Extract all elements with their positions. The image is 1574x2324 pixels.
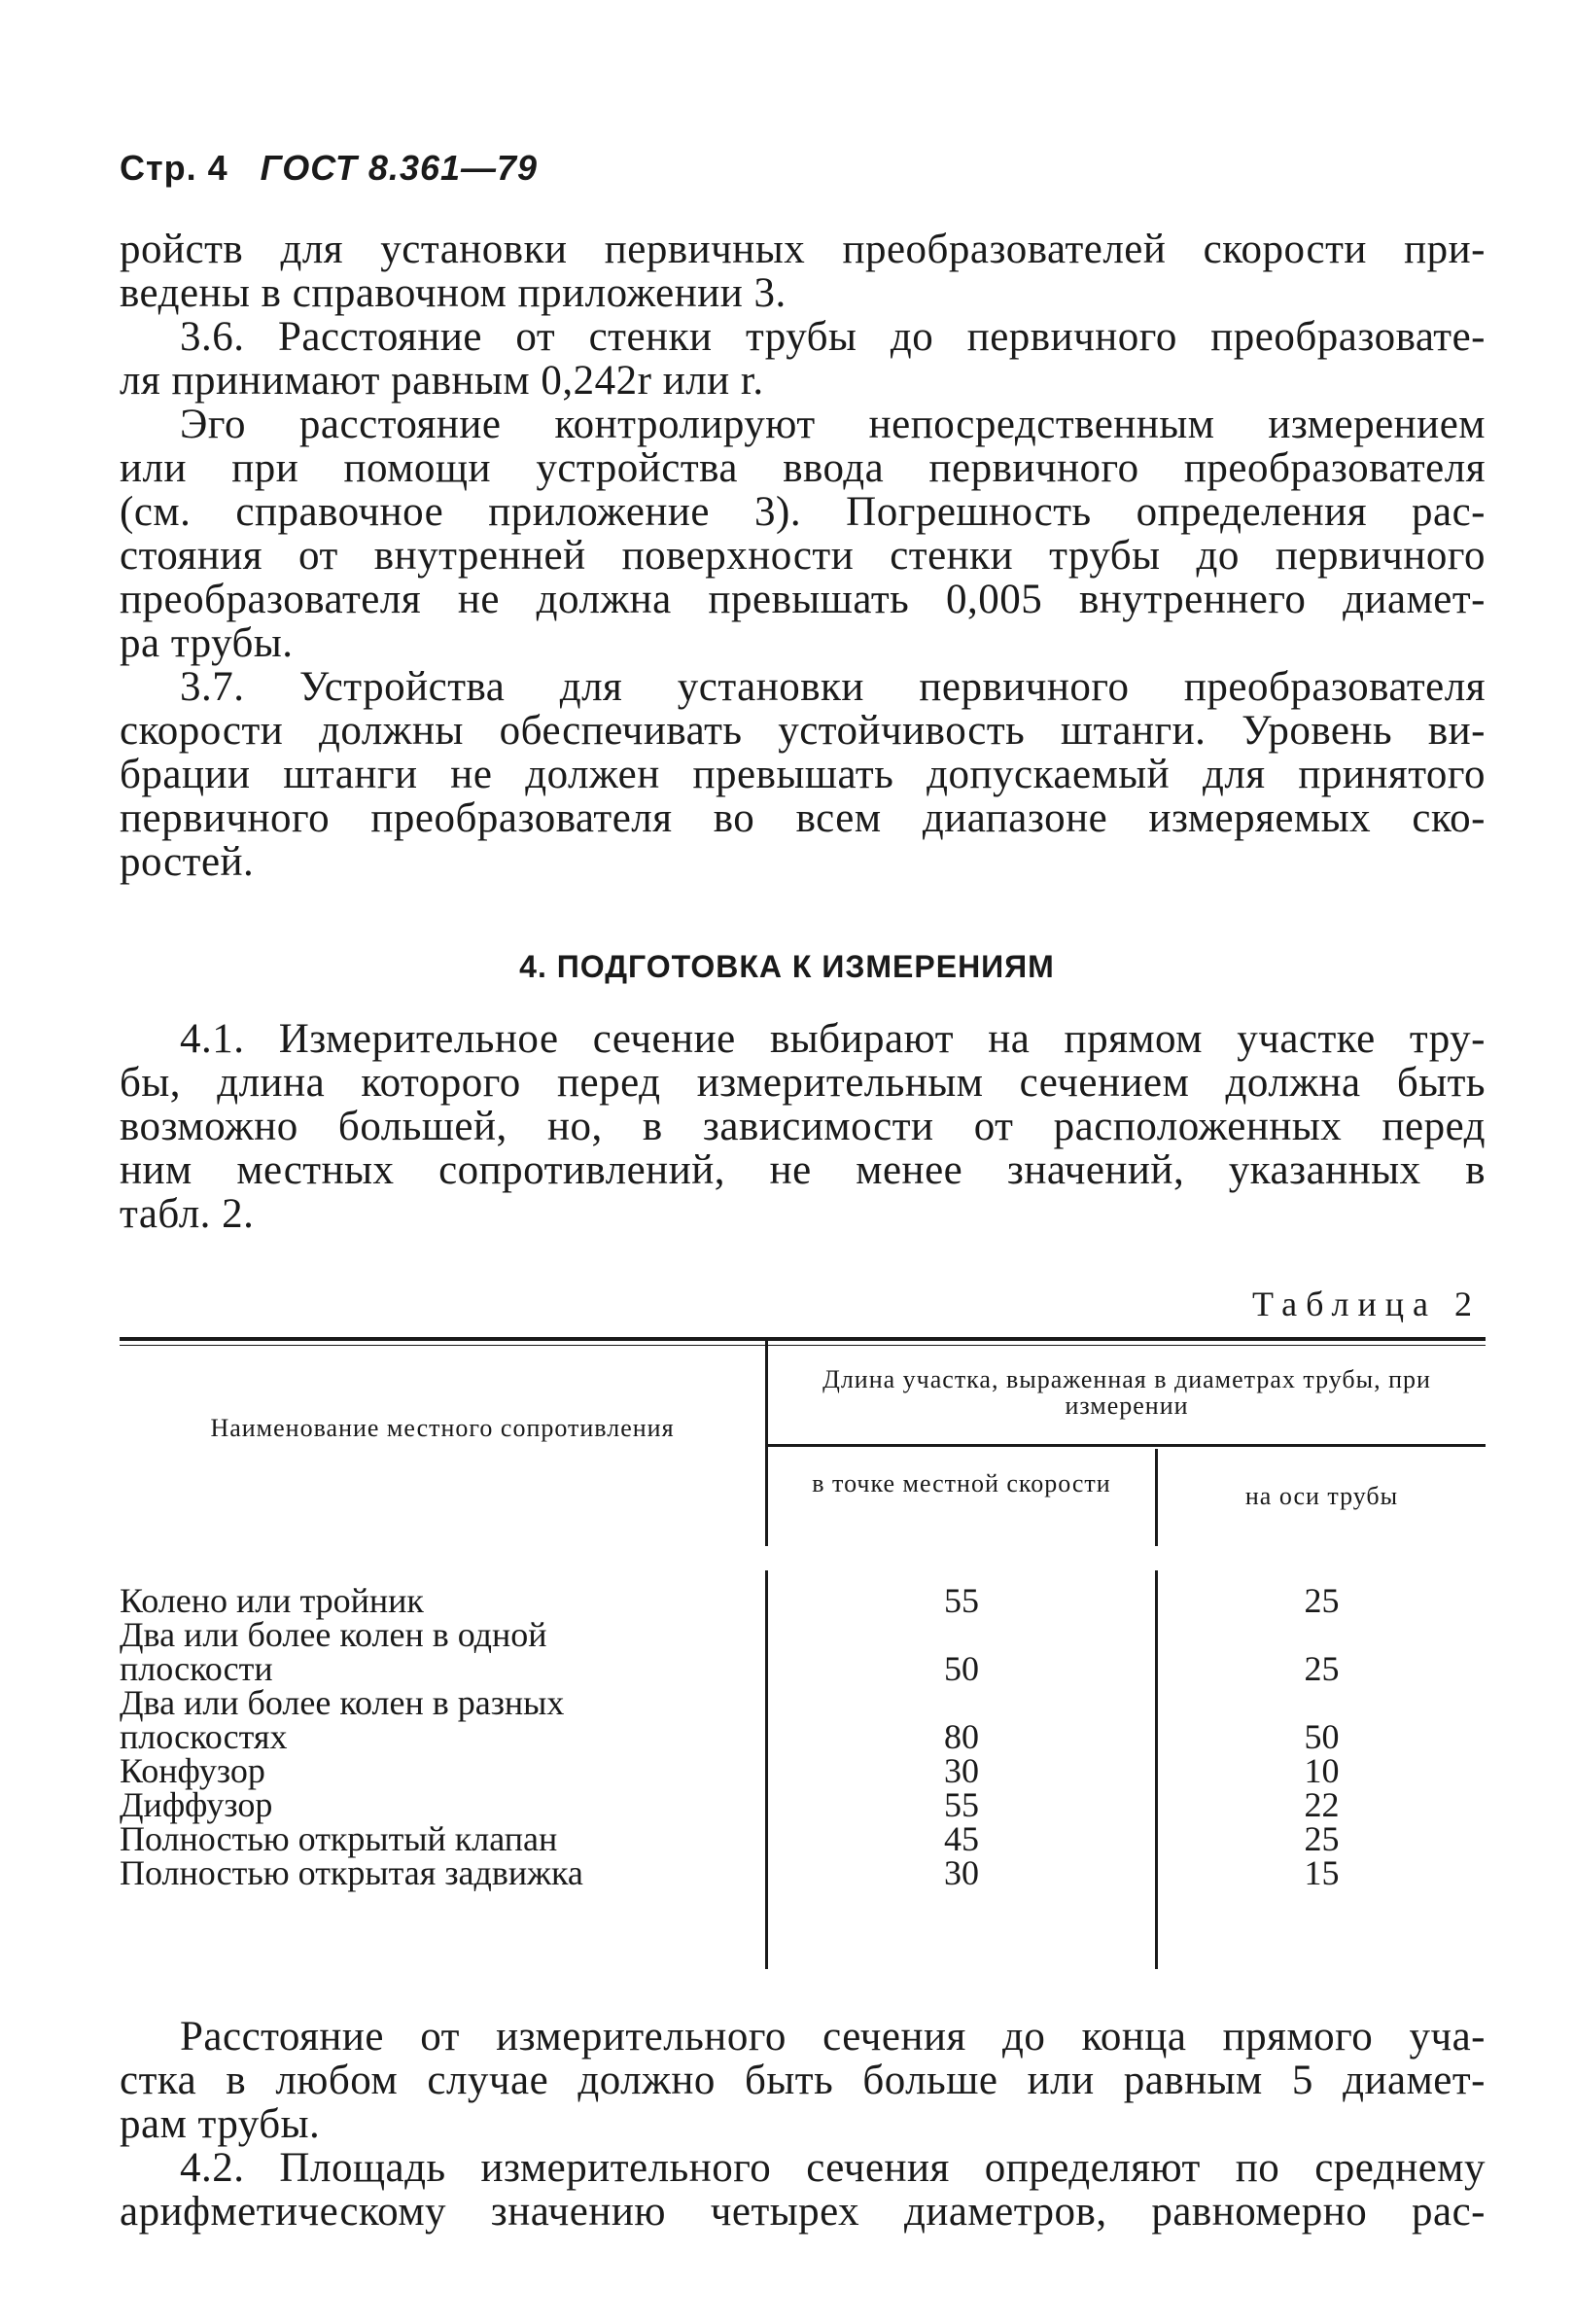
text-block-3 bbox=[120, 2015, 1486, 2234]
table-label: Таблица 2 bbox=[1252, 1285, 1481, 1323]
text-line: табл. 2. bbox=[120, 1191, 255, 1237]
table-cell-point: 55 bbox=[944, 1785, 979, 1824]
text-line: ройств для установки первичных преобразователей скорости при- bbox=[120, 227, 1486, 272]
table-row-name: Полностью открытый клапан bbox=[120, 1819, 558, 1858]
text-line: стояния от внутренней поверхности стенки трубы до первичного bbox=[120, 533, 1486, 579]
text-line: 4.1. Измерительное сечение выбирают на прямом участке тру- bbox=[180, 1016, 1486, 1062]
column-header-group: Длина участка, выраженная в диаметрах трубы, при измерении bbox=[822, 1365, 1431, 1420]
table-2 bbox=[120, 1337, 1486, 1969]
text-line: брации штанги не должен превышать допускаемый для принятого bbox=[120, 752, 1486, 797]
page-header bbox=[120, 148, 559, 189]
text-line: скорости должны обеспечивать устойчивость штанги. Уровень ви- bbox=[120, 708, 1486, 754]
table-cell-point: 30 bbox=[944, 1751, 979, 1790]
section-title: 4. ПОДГОТОВКА К ИЗМЕРЕНИЯМ bbox=[519, 949, 1055, 984]
text-line: (см. справочное приложение 3). Погрешность определения рас- bbox=[120, 489, 1486, 535]
table-cell-point: 80 bbox=[944, 1717, 979, 1756]
column-header-axis: на оси трубы bbox=[1244, 1482, 1399, 1510]
text-line: стка в любом случае должно быть больше или равным 5 диамет- bbox=[120, 2058, 1486, 2103]
table-cell-point: 50 bbox=[944, 1649, 979, 1688]
table-row-name: Диффузор bbox=[120, 1785, 273, 1824]
table-cell-axis: 22 bbox=[1304, 1785, 1340, 1824]
table-row-name: Конфузор bbox=[120, 1751, 265, 1790]
table-top-rule bbox=[120, 1337, 1486, 1341]
table-cell-axis: 25 bbox=[1304, 1581, 1340, 1620]
table-row-name: Два или более колен в одной bbox=[120, 1615, 547, 1654]
table-cell-point: 45 bbox=[944, 1819, 979, 1858]
text-line: Расстояние от измерительного сечения до конца прямого уча- bbox=[180, 2014, 1486, 2060]
column-header-point: в точке местной скорости bbox=[812, 1469, 1111, 1497]
page-number: Стр. 4 bbox=[120, 148, 228, 188]
text-line: ним местных сопротивлений, не менее значений, указанных в bbox=[120, 1147, 1486, 1193]
text-line: ра трубы. bbox=[120, 620, 294, 666]
text-line: 3.6. Расстояние от стенки трубы до первичного преобразовате- bbox=[180, 314, 1486, 360]
text-line: арифметическому значению четырех диаметров, равномерно рас- bbox=[120, 2189, 1486, 2235]
table-cell-point: 30 bbox=[944, 1853, 979, 1892]
table-group-rule bbox=[768, 1444, 1486, 1447]
text-line: преобразователя не должна превышать 0,005 внутреннего диамет- bbox=[120, 577, 1486, 622]
text-line: ля принимают равным 0,242r или r. bbox=[120, 358, 764, 404]
table-row-name: Колено или тройник bbox=[120, 1581, 424, 1620]
text-line: первичного преобразователя во всем диапазоне измеряемых ско- bbox=[120, 795, 1486, 841]
text-line: или при помощи устройства ввода первичного преобразователя bbox=[120, 445, 1486, 491]
table-cell-axis: 10 bbox=[1304, 1751, 1340, 1790]
text-line: ростей. bbox=[120, 839, 255, 885]
text-line: бы, длина которого перед измерительным сечением должна быть bbox=[120, 1060, 1486, 1106]
table-cell-axis: 50 bbox=[1304, 1717, 1340, 1756]
text-line: возможно большей, но, в зависимости от расположенных перед bbox=[120, 1104, 1486, 1149]
table-cell-axis: 25 bbox=[1304, 1819, 1340, 1858]
table-cell-axis: 25 bbox=[1304, 1649, 1340, 1688]
table-row-name: Два или более колен в разных bbox=[120, 1683, 565, 1722]
text-line: ведены в справочном приложении 3. bbox=[120, 270, 787, 316]
text-block-2 bbox=[120, 1017, 1486, 1236]
text-line: 3.7. Устройства для установки первичного преобразователя bbox=[180, 664, 1486, 710]
table-row-name: плоскостях bbox=[120, 1717, 288, 1756]
table-row-name: Полностью открытая задвижка bbox=[120, 1853, 583, 1892]
table-cell-axis: 15 bbox=[1304, 1853, 1340, 1892]
text-line: рам трубы. bbox=[120, 2101, 321, 2147]
standard-number: ГОСТ 8.361—79 bbox=[260, 148, 539, 188]
text-line: Эго расстояние контролируют непосредственным измерением bbox=[180, 402, 1486, 447]
text-line: 4.2. Площадь измерительного сечения определяют по среднему bbox=[180, 2145, 1486, 2191]
table-row-name: плоскости bbox=[120, 1649, 273, 1688]
table-cell-point: 55 bbox=[944, 1581, 979, 1620]
column-header-name: Наименование местного сопротивления bbox=[210, 1414, 675, 1442]
text-block-1 bbox=[120, 228, 1486, 884]
table-top-rule-thin bbox=[120, 1345, 1486, 1346]
